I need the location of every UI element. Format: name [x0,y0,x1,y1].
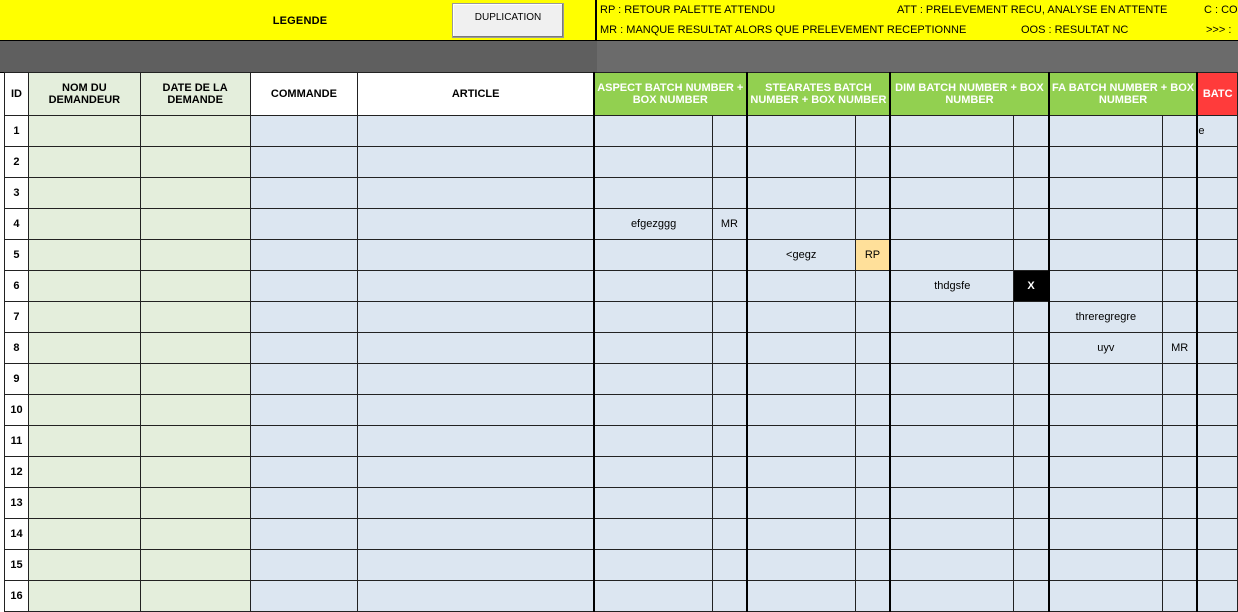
cell-date-demande[interactable] [140,116,250,147]
cell-nom-demandeur[interactable] [28,395,140,426]
cell-stearates-batch[interactable] [747,209,856,240]
header-date-demande[interactable]: DATE DE LA DEMANDE [140,73,250,116]
cell-dim-batch[interactable] [890,209,1014,240]
cell-aspect-batch[interactable] [594,147,713,178]
cell-commande[interactable] [250,302,358,333]
header-stearates[interactable]: STEARATES BATCH NUMBER + BOX NUMBER [747,73,891,116]
cell-stearates-batch[interactable] [747,333,856,364]
cell-nom-demandeur[interactable] [28,457,140,488]
cell-dim-flag[interactable] [1014,519,1049,550]
cell-batch-next[interactable] [1197,395,1237,426]
cell-fa-flag[interactable] [1162,550,1197,581]
cell-aspect-flag[interactable] [713,550,747,581]
header-band [0,41,1238,73]
cell-aspect-flag[interactable] [713,426,747,457]
cell-fa-batch[interactable] [1049,209,1163,240]
cell-dim-batch[interactable] [890,116,1014,147]
cell-commande[interactable] [250,116,358,147]
cell-dim-flag[interactable] [1014,178,1049,209]
cell-article[interactable] [358,178,594,209]
cell-batch-next[interactable] [1197,550,1237,581]
cell-article[interactable] [358,209,594,240]
table-row [5,550,1238,581]
cell-id[interactable]: 10 [5,395,29,426]
cell-commande[interactable] [250,457,358,488]
cell-commande[interactable] [250,519,358,550]
table-row [5,426,1238,457]
legend-divider [595,0,597,41]
cell-fa-flag[interactable] [1162,209,1197,240]
legend-title: LEGENDE [272,14,328,27]
cell-aspect-batch[interactable] [594,116,713,147]
table-row [5,457,1238,488]
cell-dim-flag[interactable] [1014,116,1049,147]
cell-stearates-batch[interactable] [747,457,856,488]
cell-id[interactable]: 15 [5,550,29,581]
cell-fa-batch[interactable] [1049,426,1163,457]
cell-date-demande[interactable] [140,488,250,519]
cell-fa-flag[interactable] [1162,302,1197,333]
cell-id[interactable]: 16 [5,581,29,612]
cell-commande[interactable] [250,178,358,209]
duplication-button[interactable]: DUPLICATION [452,3,564,38]
cell-dim-flag[interactable] [1014,426,1049,457]
cell-aspect-flag[interactable] [713,395,747,426]
cell-id[interactable]: 3 [5,178,29,209]
cell-commande[interactable] [250,395,358,426]
cell-aspect-batch[interactable] [594,178,713,209]
cell-stearates-flag[interactable] [855,457,890,488]
cell-aspect-batch[interactable] [594,426,713,457]
cell-fa-flag[interactable] [1162,488,1197,519]
cell-article[interactable] [358,364,594,395]
cell-dim-flag[interactable] [1014,457,1049,488]
cell-date-demande[interactable] [140,395,250,426]
cell-article[interactable] [358,147,594,178]
cell-stearates-flag[interactable] [855,581,890,612]
cell-stearates-flag[interactable] [855,271,890,302]
header-fa[interactable]: FA BATCH NUMBER + BOX NUMBER [1049,73,1198,116]
cell-date-demande[interactable] [140,209,250,240]
cell-aspect-flag[interactable] [713,364,747,395]
cell-article[interactable] [358,395,594,426]
cell-dim-flag[interactable] [1014,488,1049,519]
cell-commande[interactable] [250,147,358,178]
cell-stearates-flag[interactable] [855,550,890,581]
table-row [5,240,1238,271]
cell-stearates-flag[interactable] [855,519,890,550]
cell-dim-flag[interactable] [1014,550,1049,581]
cell-id[interactable]: 7 [5,302,29,333]
cell-stearates-batch[interactable] [747,550,856,581]
table-row [5,395,1238,426]
cell-article[interactable] [358,519,594,550]
cell-aspect-flag[interactable] [713,519,747,550]
cell-date-demande[interactable] [140,240,250,271]
cell-stearates-flag[interactable] [855,209,890,240]
header-dim[interactable]: DIM BATCH NUMBER + BOX NUMBER [890,73,1049,116]
cell-id[interactable]: 4 [5,209,29,240]
cell-batch-next[interactable] [1197,240,1237,271]
cell-dim-batch[interactable] [890,581,1014,612]
cell-article[interactable] [358,550,594,581]
cell-stearates-batch[interactable] [747,302,856,333]
cell-dim-batch[interactable] [890,426,1014,457]
cell-date-demande[interactable] [140,550,250,581]
cell-stearates-batch[interactable] [747,364,856,395]
cell-aspect-batch[interactable]: efgezggg [594,209,713,240]
cell-aspect-batch[interactable] [594,488,713,519]
cell-commande[interactable] [250,364,358,395]
cell-dim-flag[interactable] [1014,147,1049,178]
cell-stearates-batch[interactable] [747,271,856,302]
cell-id[interactable]: 1 [5,116,29,147]
header-commande[interactable]: COMMANDE [250,73,358,116]
cell-article[interactable] [358,426,594,457]
cell-fa-batch[interactable] [1049,271,1163,302]
tracking-table [4,72,1238,612]
cell-article[interactable] [358,457,594,488]
cell-id[interactable]: 12 [5,457,29,488]
cell-nom-demandeur[interactable] [28,333,140,364]
cell-dim-flag[interactable] [1014,364,1049,395]
legend-att: ATT : PRELEVEMENT RECU, ANALYSE EN ATTENTE [897,4,1168,16]
table-row [5,333,1238,364]
cell-date-demande[interactable] [140,426,250,457]
cell-nom-demandeur[interactable] [28,302,140,333]
header-id[interactable]: ID [5,73,29,116]
cell-dim-flag[interactable]: X [1014,271,1049,302]
cell-fa-batch[interactable] [1049,488,1163,519]
legend-c: C : CO [1204,4,1238,16]
cell-dim-batch[interactable] [890,550,1014,581]
cell-stearates-flag[interactable] [855,488,890,519]
table-row [5,178,1238,209]
table-row [5,209,1238,240]
cell-fa-flag[interactable] [1162,426,1197,457]
cell-article[interactable] [358,488,594,519]
cell-dim-batch[interactable]: thdgsfe [890,271,1014,302]
cell-fa-batch[interactable] [1049,395,1163,426]
cell-article[interactable] [358,116,594,147]
cell-dim-flag[interactable] [1014,209,1049,240]
cell-fa-flag[interactable] [1162,116,1197,147]
cell-stearates-flag[interactable] [855,426,890,457]
cell-nom-demandeur[interactable] [28,581,140,612]
cell-fa-flag[interactable] [1162,364,1197,395]
cell-date-demande[interactable] [140,581,250,612]
cell-stearates-batch[interactable] [747,178,856,209]
cell-commande[interactable] [250,271,358,302]
cell-stearates-batch[interactable] [747,116,856,147]
cell-aspect-flag[interactable] [713,333,747,364]
cell-aspect-flag[interactable] [713,302,747,333]
cell-commande[interactable] [250,426,358,457]
cell-aspect-flag[interactable] [713,581,747,612]
cell-fa-flag[interactable] [1162,271,1197,302]
cell-dim-batch[interactable] [890,364,1014,395]
cell-commande[interactable] [250,550,358,581]
cell-date-demande[interactable] [140,271,250,302]
legend-rp: RP : RETOUR PALETTE ATTENDU [600,4,776,16]
cell-aspect-flag[interactable] [713,488,747,519]
cell-article[interactable] [358,302,594,333]
cell-stearates-flag[interactable] [855,333,890,364]
cell-fa-flag[interactable] [1162,178,1197,209]
cell-stearates-batch[interactable] [747,488,856,519]
table-row [5,116,1238,147]
table-row [5,271,1238,302]
cell-commande[interactable] [250,333,358,364]
cell-article[interactable] [358,271,594,302]
cell-stearates-flag[interactable]: RP [855,240,890,271]
cell-stearates-batch[interactable] [747,426,856,457]
cell-aspect-flag[interactable] [713,240,747,271]
cell-stearates-batch[interactable] [747,395,856,426]
cell-batch-next[interactable] [1197,209,1237,240]
cell-stearates-flag[interactable] [855,364,890,395]
cell-stearates-batch[interactable] [747,519,856,550]
cell-batch-next[interactable] [1197,364,1237,395]
cell-date-demande[interactable] [140,178,250,209]
cell-aspect-batch[interactable] [594,550,713,581]
cell-nom-demandeur[interactable] [28,364,140,395]
cell-aspect-batch[interactable] [594,395,713,426]
cell-fa-batch[interactable] [1049,457,1163,488]
header-aspect[interactable]: ASPECT BATCH NUMBER + BOX NUMBER [594,73,747,116]
cell-dim-flag[interactable] [1014,333,1049,364]
cell-dim-flag[interactable] [1014,581,1049,612]
table-row [5,488,1238,519]
cell-aspect-flag[interactable] [713,116,747,147]
cell-stearates-flag[interactable] [855,395,890,426]
cell-batch-next[interactable] [1197,302,1237,333]
cell-batch-next[interactable] [1197,178,1237,209]
cell-fa-flag[interactable] [1162,147,1197,178]
cell-stearates-batch[interactable] [747,581,856,612]
table-row [5,581,1238,612]
cell-stearates-flag[interactable] [855,116,890,147]
cell-fa-batch[interactable] [1049,550,1163,581]
cell-commande[interactable] [250,581,358,612]
header-article[interactable]: ARTICLE [358,73,594,116]
cell-aspect-batch[interactable] [594,457,713,488]
cell-dim-flag[interactable] [1014,302,1049,333]
cell-dim-flag[interactable] [1014,395,1049,426]
cell-article[interactable] [358,240,594,271]
cell-fa-flag[interactable] [1162,395,1197,426]
cell-date-demande[interactable] [140,364,250,395]
cell-fa-flag[interactable] [1162,581,1197,612]
cell-batch-next[interactable] [1197,333,1237,364]
cell-aspect-batch[interactable] [594,581,713,612]
cell-fa-batch[interactable] [1049,240,1163,271]
cell-batch-next[interactable] [1197,457,1237,488]
table-row [5,364,1238,395]
cell-fa-batch[interactable] [1049,147,1163,178]
cell-aspect-flag[interactable]: MR [713,209,747,240]
cell-aspect-batch[interactable] [594,271,713,302]
cell-article[interactable] [358,581,594,612]
cell-id[interactable]: 6 [5,271,29,302]
cell-nom-demandeur[interactable] [28,178,140,209]
cell-dim-flag[interactable] [1014,240,1049,271]
cell-fa-flag[interactable] [1162,519,1197,550]
header-batch-next[interactable]: BATC [1197,73,1237,116]
cell-fa-batch[interactable] [1049,581,1163,612]
cell-dim-batch[interactable] [890,395,1014,426]
cell-fa-flag[interactable] [1162,240,1197,271]
cell-nom-demandeur[interactable] [28,426,140,457]
cell-id[interactable]: 14 [5,519,29,550]
cell-id[interactable]: 5 [5,240,29,271]
cell-nom-demandeur[interactable] [28,550,140,581]
cell-fa-batch[interactable]: uyv [1049,333,1163,364]
cell-dim-batch[interactable] [890,147,1014,178]
cell-batch-next[interactable] [1197,488,1237,519]
cell-batch-next[interactable] [1197,426,1237,457]
cell-article[interactable] [358,333,594,364]
cell-dim-batch[interactable] [890,519,1014,550]
cell-batch-next[interactable] [1197,147,1237,178]
cell-date-demande[interactable] [140,147,250,178]
header-nom-demandeur[interactable]: NOM DU DEMANDEUR [28,73,140,116]
cell-aspect-flag[interactable] [713,271,747,302]
cell-aspect-flag[interactable] [713,147,747,178]
cell-fa-flag[interactable]: MR [1162,333,1197,364]
cell-id[interactable]: 9 [5,364,29,395]
cell-commande[interactable] [250,240,358,271]
cell-dim-batch[interactable] [890,302,1014,333]
cell-batch-next[interactable] [1197,519,1237,550]
cell-commande[interactable] [250,209,358,240]
cell-dim-batch[interactable] [890,457,1014,488]
table-row [5,519,1238,550]
cell-aspect-batch[interactable] [594,333,713,364]
cell-aspect-batch[interactable] [594,240,713,271]
cell-fa-batch[interactable] [1049,178,1163,209]
cell-stearates-batch[interactable]: <gegz [747,240,856,271]
cell-date-demande[interactable] [140,519,250,550]
cell-nom-demandeur[interactable] [28,209,140,240]
cell-dim-batch[interactable] [890,178,1014,209]
cell-nom-demandeur[interactable] [28,147,140,178]
legend-oos: OOS : RESULTAT NC [1021,24,1129,36]
cell-fa-batch[interactable]: threregregre [1049,302,1163,333]
cell-dim-batch[interactable] [890,240,1014,271]
cell-batch-next[interactable]: e [1197,116,1237,147]
table-row [5,147,1238,178]
cell-fa-batch[interactable] [1049,519,1163,550]
cell-nom-demandeur[interactable] [28,488,140,519]
cell-aspect-batch[interactable] [594,302,713,333]
cell-stearates-batch[interactable] [747,147,856,178]
cell-id[interactable]: 13 [5,488,29,519]
cell-aspect-batch[interactable] [594,364,713,395]
cell-fa-batch[interactable] [1049,116,1163,147]
cell-date-demande[interactable] [140,302,250,333]
table-row [5,302,1238,333]
legend-mr: MR : MANQUE RESULTAT ALORS QUE PRELEVEMENT RECEPTIONNE [600,24,967,36]
cell-dim-batch[interactable] [890,333,1014,364]
cell-stearates-flag[interactable] [855,147,890,178]
cell-aspect-batch[interactable] [594,519,713,550]
cell-batch-next[interactable] [1197,581,1237,612]
cell-date-demande[interactable] [140,333,250,364]
cell-nom-demandeur[interactable] [28,240,140,271]
cell-commande[interactable] [250,488,358,519]
cell-stearates-flag[interactable] [855,302,890,333]
cell-aspect-flag[interactable] [713,457,747,488]
cell-aspect-flag[interactable] [713,178,747,209]
cell-fa-batch[interactable] [1049,364,1163,395]
cell-id[interactable]: 2 [5,147,29,178]
cell-dim-batch[interactable] [890,488,1014,519]
cell-nom-demandeur[interactable] [28,116,140,147]
cell-batch-next[interactable] [1197,271,1237,302]
cell-nom-demandeur[interactable] [28,519,140,550]
cell-nom-demandeur[interactable] [28,271,140,302]
legend-more: >>> : [1206,24,1232,36]
cell-id[interactable]: 8 [5,333,29,364]
cell-stearates-flag[interactable] [855,178,890,209]
cell-fa-flag[interactable] [1162,457,1197,488]
cell-id[interactable]: 11 [5,426,29,457]
cell-date-demande[interactable] [140,457,250,488]
